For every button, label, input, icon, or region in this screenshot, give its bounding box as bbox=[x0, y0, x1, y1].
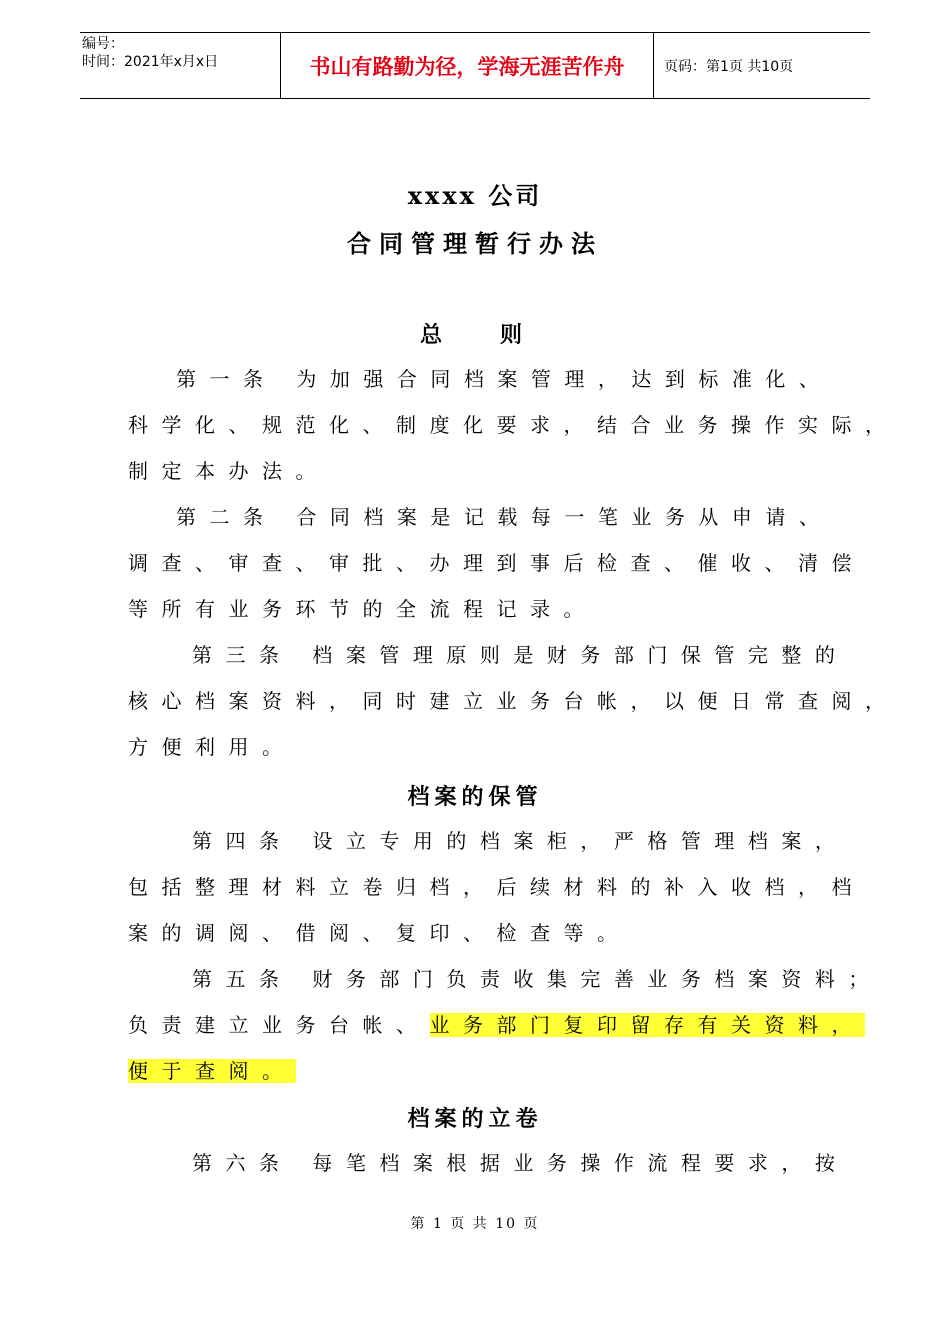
company-name: xxxx 公司 bbox=[407, 181, 543, 210]
section-heading-filing: 档案的立卷 bbox=[407, 1106, 543, 1132]
section-heading-storage: 档案的保管 bbox=[407, 784, 543, 810]
paragraph-line: 方便利用。 bbox=[128, 735, 296, 759]
highlighted-text: 业务部门复印留存有关资料， bbox=[429, 1013, 865, 1037]
paragraph-line: 第一条 为加强合同档案管理，达到标准化、 bbox=[176, 367, 833, 391]
section-heading-general: 总则 bbox=[419, 322, 580, 348]
paragraph-line: 科学化、规范化、制度化要求，结合业务操作实际， bbox=[128, 413, 899, 437]
document-header bbox=[80, 32, 870, 99]
paragraph-line: 包括整理材料立卷归档，后续材料的补入收档，档 bbox=[128, 875, 865, 899]
paragraph-line bbox=[128, 1056, 838, 1086]
header-meta bbox=[80, 33, 281, 98]
paragraph-line: 第三条 档案管理原则是财务部门保管完整的 bbox=[192, 643, 849, 667]
paragraph-line: 第二条 合同档案是记载每一笔业务从申请、 bbox=[176, 505, 833, 529]
header-page-info: 页码：第1页 共10页 bbox=[664, 58, 794, 75]
paragraph-line: 案的调阅、借阅、复印、检查等。 bbox=[128, 921, 631, 945]
plain-text: 负责建立业务台帐、 bbox=[128, 1013, 430, 1037]
time-label: 时间：2021年x月x日 bbox=[82, 54, 219, 70]
header-motto: 书山有路勤为径，学海无涯苦作舟 bbox=[281, 33, 654, 98]
paragraph-line: 第四条 设立专用的档案柜，严格管理档案， bbox=[192, 829, 849, 853]
paragraph-line: 第五条 财务部门负责收集完善业务档案资料； bbox=[192, 967, 882, 991]
paragraph-line: 第六条 每笔档案根据业务操作流程要求，按 bbox=[192, 1151, 849, 1175]
paragraph-line: 调查、审查、审批、办理到事后检查、催收、清偿 bbox=[128, 551, 865, 575]
paragraph-line bbox=[128, 1010, 865, 1040]
paragraph-line: 制定本办法。 bbox=[128, 459, 329, 483]
paragraph-line: 核心档案资料，同时建立业务台帐，以便日常查阅， bbox=[128, 689, 899, 713]
document-title: 合同管理暂行办法 bbox=[347, 229, 603, 258]
paragraph-line: 等所有业务环节的全流程记录。 bbox=[128, 597, 597, 621]
number-label: 编号： bbox=[82, 36, 124, 52]
highlighted-text: 便于查阅。 bbox=[128, 1059, 296, 1083]
page-footer: 第 1 页 共 10 页 bbox=[410, 1216, 540, 1232]
